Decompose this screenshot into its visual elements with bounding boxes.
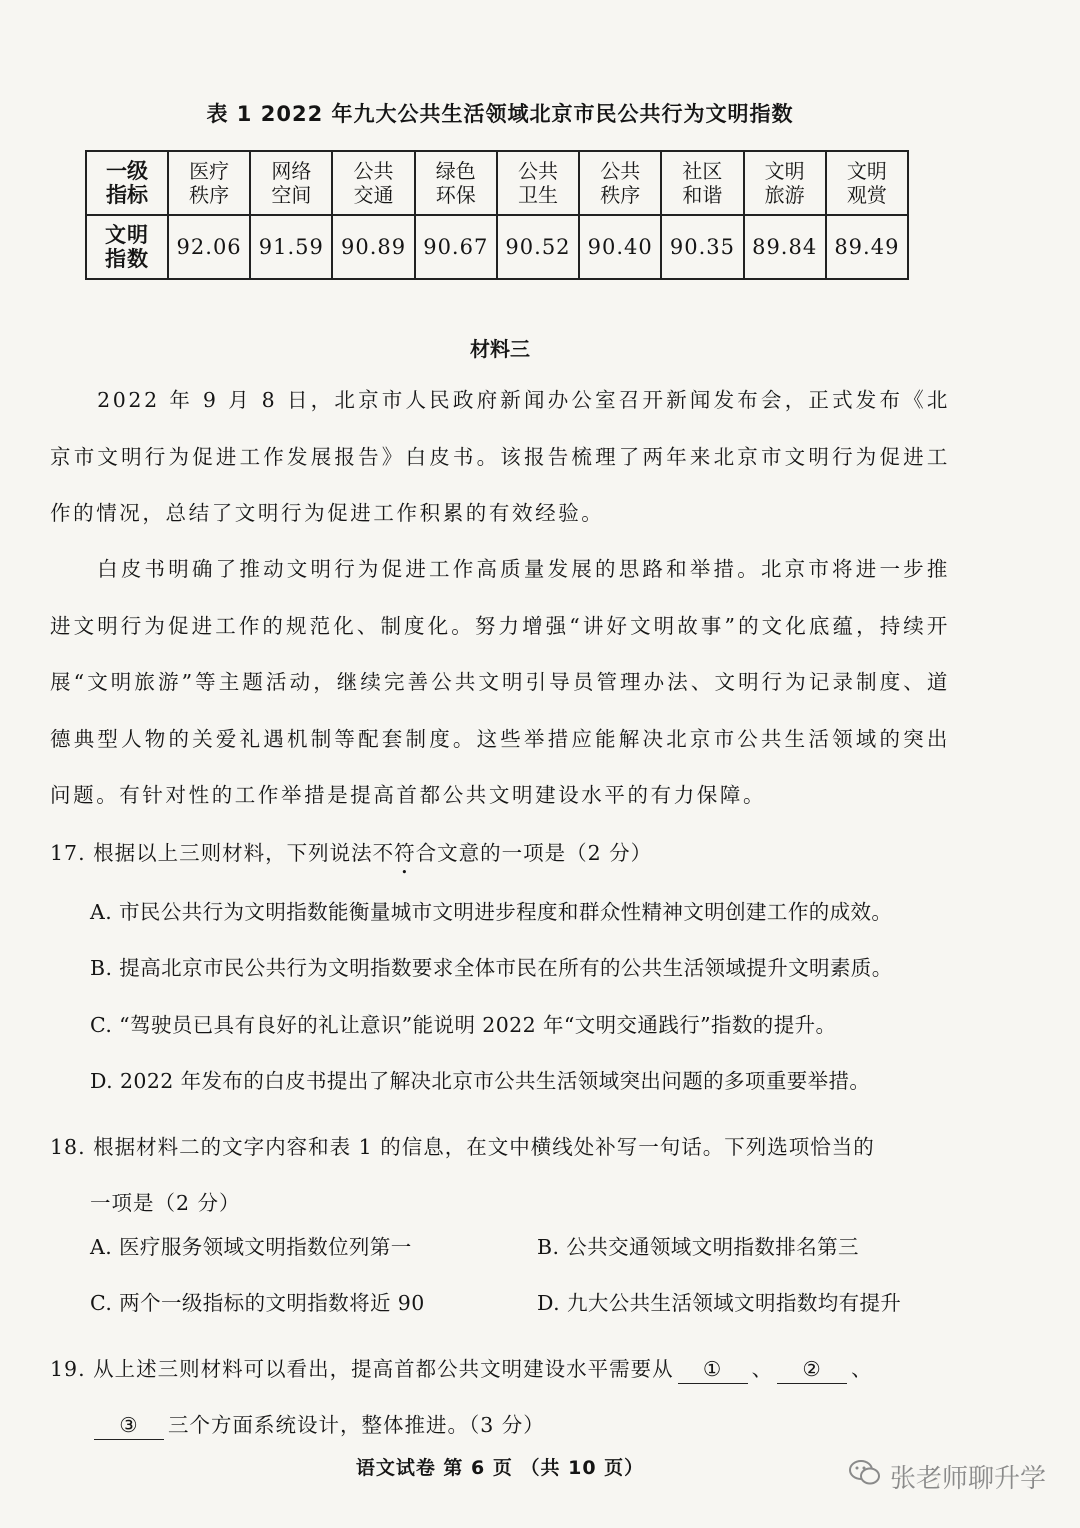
table-value-row xyxy=(86,215,908,279)
table-title: 表 1 2022 年九大公共生活领域北京市民公共行为文明指数 xyxy=(206,102,794,126)
value-cell: 90.67 xyxy=(415,215,497,279)
wechat-icon xyxy=(848,1458,882,1495)
q17-option-d[interactable]: D. 2022 年发布的白皮书提出了解决北京市公共生活领域突出问题的多项重要举措。 xyxy=(90,1069,871,1093)
value-cell: 90.40 xyxy=(579,215,661,279)
paragraph-1: 2022 年 9 月 8 日，北京市人民政府新闻办公室召开新闻发布会，正式发布《北京市文明行为促进工作发展报告》白皮书。该报告梳理了两年来北京市文明行为促进工作的情况，总结了文明行为促进工作积累的有效经验。 xyxy=(50,388,950,525)
q19-blank-2[interactable]: ② xyxy=(777,1355,847,1384)
q19-separator-2: 、 xyxy=(851,1357,873,1381)
civility-index-table xyxy=(85,150,909,280)
section-title: 材料三 xyxy=(470,337,530,361)
value-cell: 92.06 xyxy=(168,215,250,279)
q19-stem-part2: 三个方面系统设计，整体推进。（3 分） xyxy=(168,1413,545,1437)
category-cell: 医疗秩序 xyxy=(168,151,250,215)
category-cell: 社区和谐 xyxy=(661,151,743,215)
q17-option-a[interactable]: A. 市民公共行为文明指数能衡量城市文明进步程度和群众性精神文明创建工作的成效。 xyxy=(90,900,893,924)
q18-option-a[interactable]: A. 医疗服务领域文明指数位列第一 xyxy=(90,1235,412,1259)
value-cell: 90.89 xyxy=(332,215,414,279)
q19-blank-1[interactable]: ① xyxy=(678,1355,748,1384)
q19-stem-part1: 19. 从上述三则材料可以看出，提高首都公共文明建设水平需要从 xyxy=(50,1357,674,1381)
value-cell: 89.49 xyxy=(826,215,908,279)
category-cell: 公共秩序 xyxy=(579,151,661,215)
value-cell: 90.35 xyxy=(661,215,743,279)
q17-stem-emphasis: 不符合 xyxy=(372,841,438,865)
watermark-text: 张老师聊升学 xyxy=(889,1464,1046,1494)
value-cell: 91.59 xyxy=(250,215,332,279)
q18-option-b[interactable]: B. 公共交通领域文明指数排名第三 xyxy=(537,1235,859,1259)
q19-separator-1: 、 xyxy=(751,1357,774,1381)
page-footer: 语文试卷 第 6 页 （共 10 页） xyxy=(355,1457,645,1479)
q17-stem-after: 文意的一项是（2 分） xyxy=(437,841,653,865)
category-cell: 公共卫生 xyxy=(497,151,579,215)
question-18 xyxy=(50,1119,955,1231)
q18-option-c[interactable]: C. 两个一级指标的文明指数将近 90 xyxy=(90,1291,425,1315)
value-cell: 90.52 xyxy=(497,215,579,279)
category-cell: 绿色环保 xyxy=(415,151,497,215)
row-label-cell: 文明指数 xyxy=(86,215,168,279)
q17-option-b[interactable]: B. 提高北京市民公共行为文明指数要求全体市民在所有的公共生活领域提升文明素质。 xyxy=(90,956,893,980)
q18-option-d[interactable]: D. 九大公共生活领域文明指数均有提升 xyxy=(537,1291,902,1315)
header-label-cell: 一级指标 xyxy=(86,151,168,215)
paragraph-2: 白皮书明确了推动文明行为促进工作高质量发展的思路和举措。北京市将进一步推进文明行为促进工作的规范化、制度化。努力增强“讲好文明故事”的文化底蕴，持续开展“文明旅游”等主题活动，继续完善公共文明引导员管理办法、文明行为记录制度、道德典型人物的关爱礼遇机制等配套制度。这些举措应能解决北京市公共生活领域的突出问题。有针对性的工作举措是提高首都公共文明建设水平的有力保障。 xyxy=(50,557,950,807)
category-cell: 网络空间 xyxy=(250,151,332,215)
table-header-row xyxy=(86,151,908,215)
q17-stem-before: 17. 根据以上三则材料，下列说法 xyxy=(50,841,373,865)
category-cell: 文明旅游 xyxy=(744,151,826,215)
question-17 xyxy=(50,836,955,866)
category-cell: 文明观赏 xyxy=(826,151,908,215)
q19-blank-3[interactable]: ③ xyxy=(94,1411,164,1440)
question-19 xyxy=(50,1341,955,1453)
q18-stem-line1: 18. 根据材料二的文字内容和表 1 的信息，在文中横线处补写一句话。下列选项恰当的 xyxy=(50,1135,875,1159)
category-cell: 公共交通 xyxy=(332,151,414,215)
watermark xyxy=(848,1458,1046,1495)
value-cell: 89.84 xyxy=(744,215,826,279)
q17-option-c[interactable]: C. “驾驶员已具有良好的礼让意识”能说明 2022 年“文明交通践行”指数的提升。 xyxy=(90,1013,837,1037)
q18-stem-line2: 一项是（2 分） xyxy=(90,1191,241,1215)
